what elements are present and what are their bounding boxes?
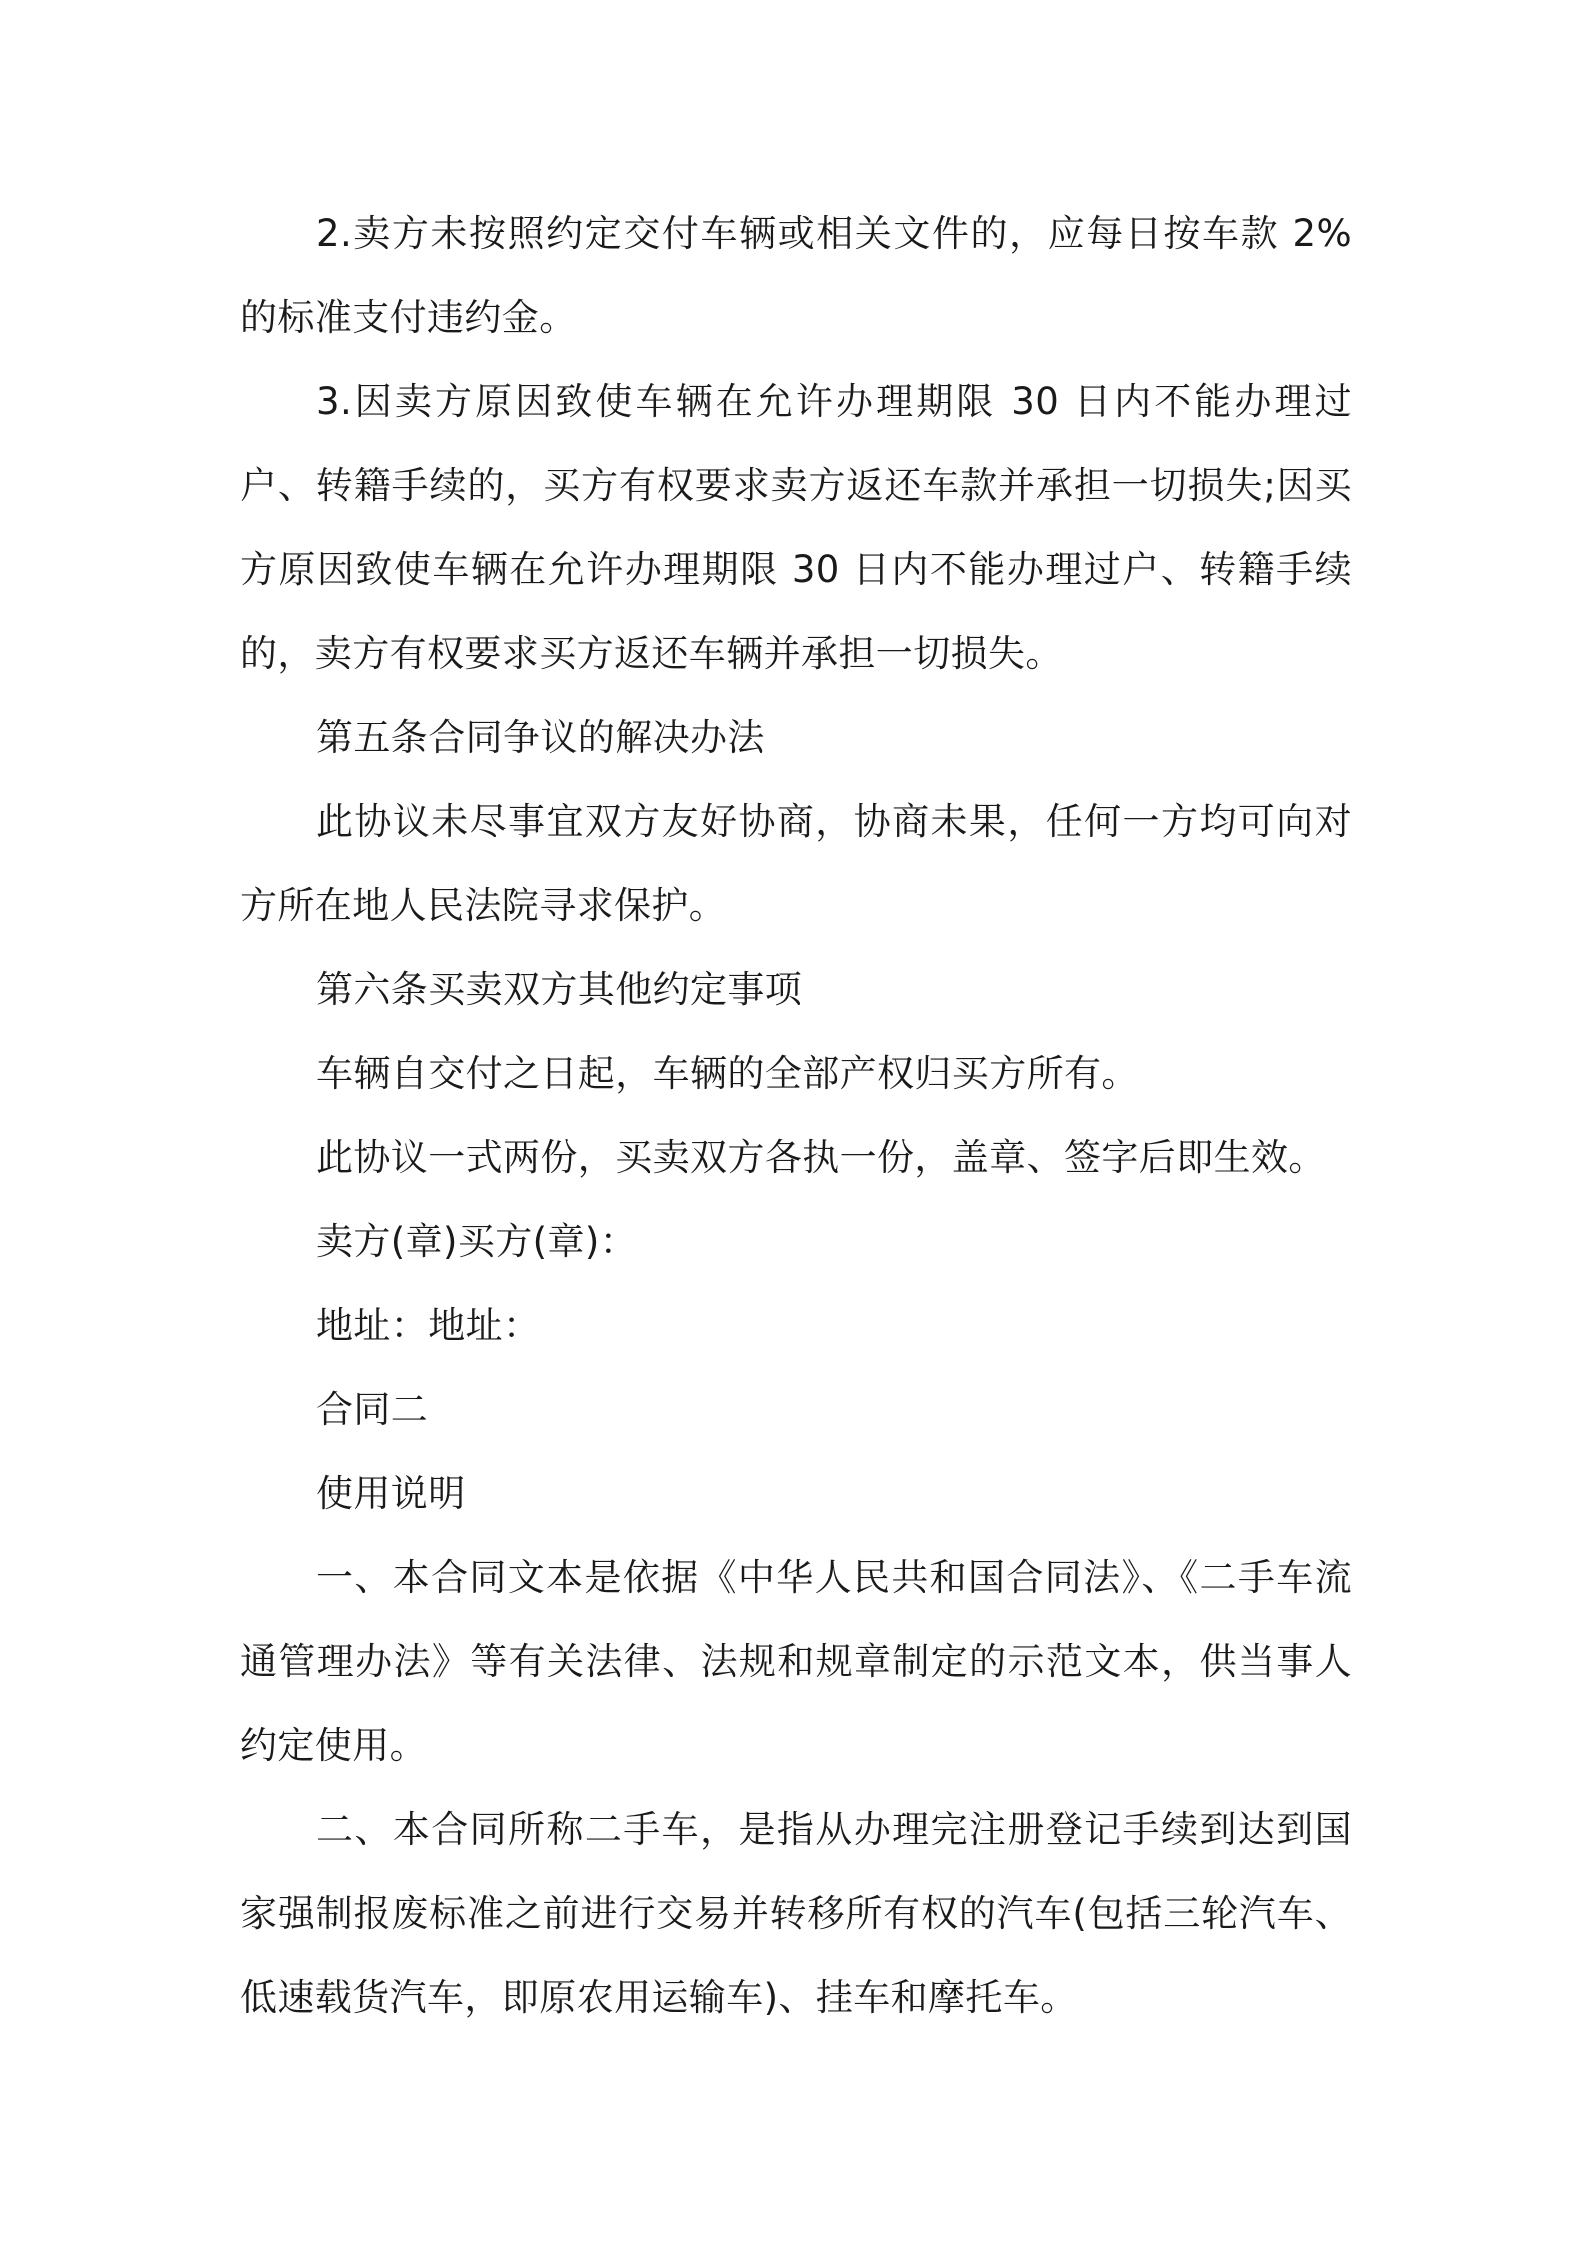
address-line: 地址：地址： — [316, 1304, 541, 1347]
signature-line: 卖方(章)买方(章)： — [316, 1220, 638, 1263]
heading-article-6: 第六条买卖双方其他约定事项 — [316, 968, 803, 1011]
document-body — [240, 192, 1352, 2040]
heading-article-5: 第五条合同争议的解决办法 — [316, 716, 765, 759]
paragraph-penalty-delivery: 2.卖方未按照约定交付车辆或相关文件的，应每日按车款 2%的标准支付违约金。 — [240, 212, 1352, 339]
paragraph-instruction-1: 一、本合同文本是依据《中华人民共和国合同法》、《二手车流通管理办法》等有关法律、法规和规章制定的示范文本，供当事人约定使用。 — [240, 1556, 1352, 1767]
paragraph-dispute-resolution: 此协议未尽事宜双方友好协商，协商未果，任何一方均可向对方所在地人民法院寻求保护。 — [240, 800, 1352, 927]
paragraph-transfer-failure: 3.因卖方原因致使车辆在允许办理期限 30 日内不能办理过户、转籍手续的，买方有权要求卖方返还车款并承担一切损失;因买方原因致使车辆在允许办理期限 30 日内不能办理过户、转籍手续的，卖方有权要求买方返还车辆并承担一切损失。 — [240, 380, 1352, 675]
paragraph-instruction-2: 二、本合同所称二手车，是指从办理完注册登记手续到达到国家强制报废标准之前进行交易并转移所有权的汽车(包括三轮汽车、低速载货汽车，即原农用运输车)、挂车和摩托车。 — [240, 1808, 1352, 2019]
heading-contract-2: 合同二 — [316, 1388, 429, 1431]
paragraph-ownership: 车辆自交付之日起，车辆的全部产权归买方所有。 — [316, 1052, 1139, 1095]
heading-instructions: 使用说明 — [316, 1472, 466, 1515]
paragraph-copies: 此协议一式两份，买卖双方各执一份，盖章、签字后即生效。 — [316, 1136, 1326, 1179]
